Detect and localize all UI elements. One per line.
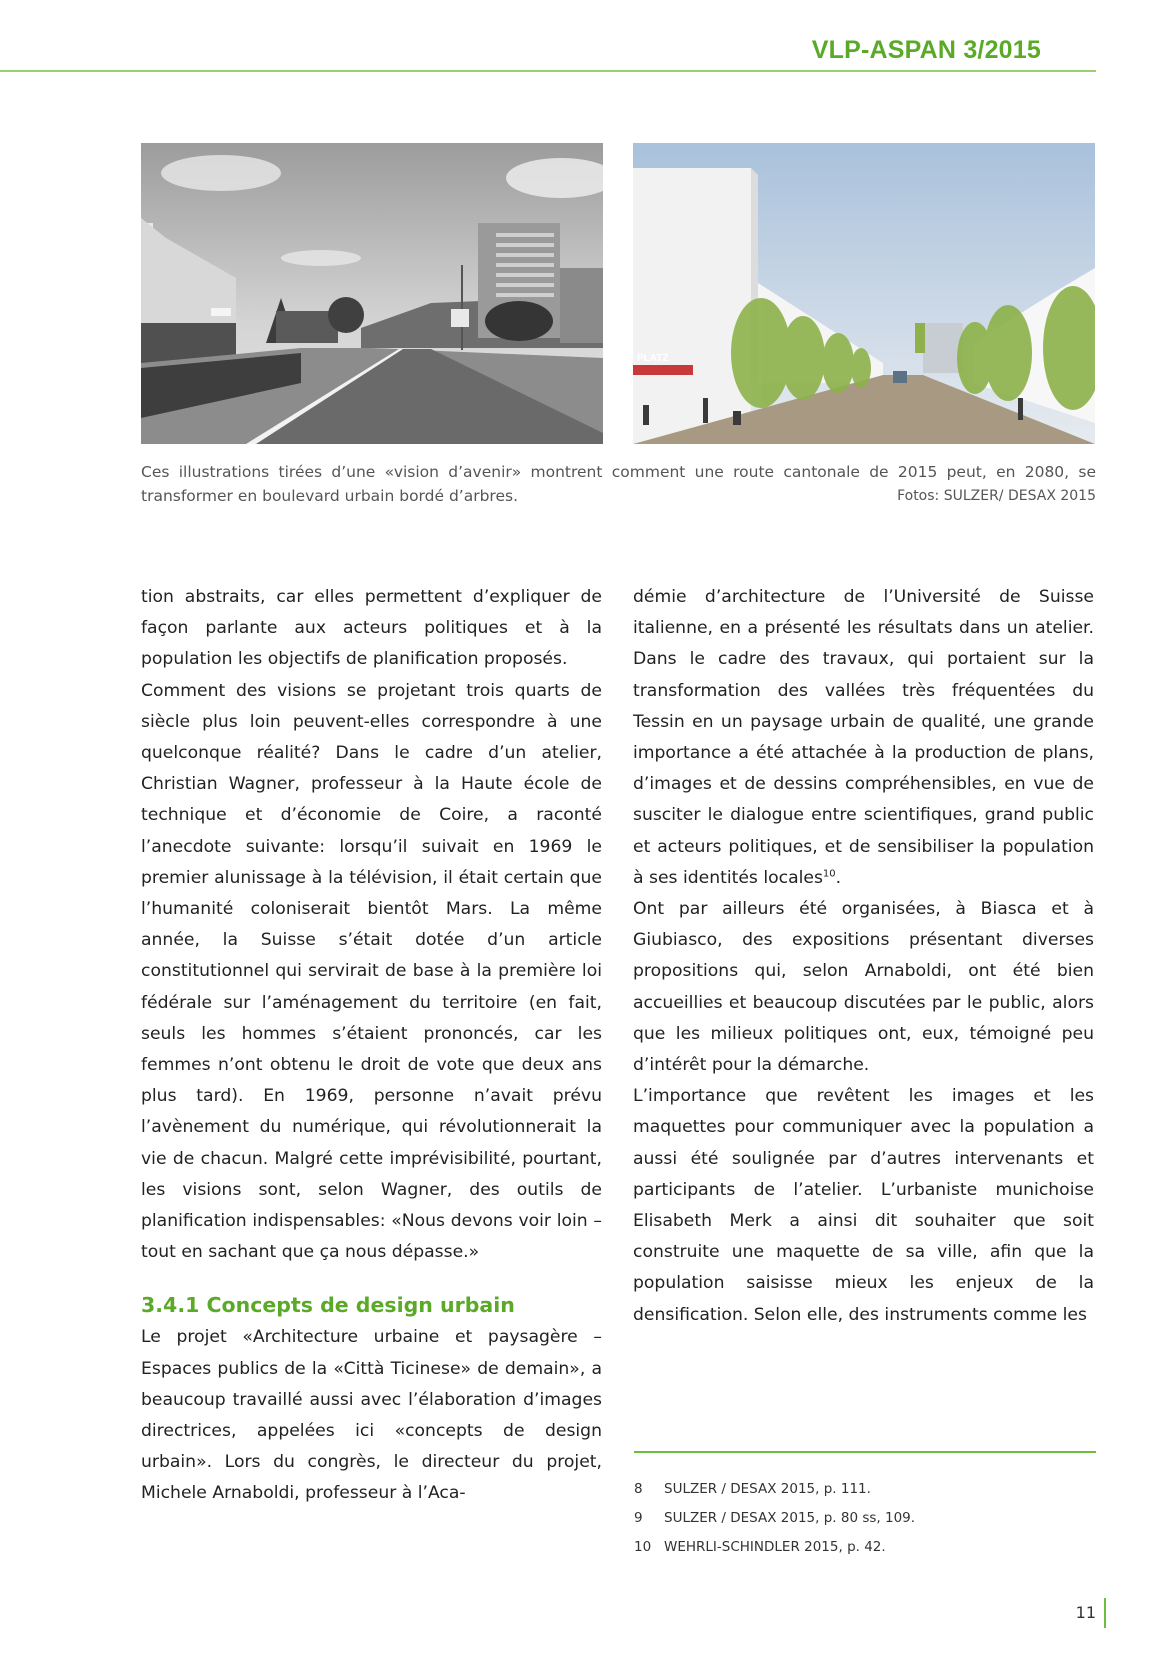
footnote-text: SULZER / DESAX 2015, p. 111. <box>664 1481 871 1497</box>
paragraph-text: démie d’architecture de l’Université de Suisse italienne, en a présenté les résultats dans un atelier. Dans le cadre des travaux, qui portaient sur la transformation des vallées très fréquentées du Tessin en un paysage urbain de qualité, une grande importance a été attachée à la production de plans, d’images et de dessins compréhensibles, en vue de susciter le dialogue entre scientifiques, grand public et acteurs politiques, et de sensibiliser la population à ses identités locales <box>633 587 1094 888</box>
storefront-sign: PLATZ <box>637 353 669 364</box>
text-column-left <box>141 582 602 1510</box>
footnote-item <box>634 1533 1094 1562</box>
figure-caption <box>141 460 1096 508</box>
footnote-text: SULZER / DESAX 2015, p. 80 ss, 109. <box>664 1510 916 1526</box>
footnote-number: 8 <box>634 1481 643 1497</box>
footnote-item <box>634 1504 1094 1533</box>
road-photo-illustration <box>141 143 603 444</box>
section-heading: 3.4.1 Concepts de design urbain <box>141 1293 515 1318</box>
footnote-divider <box>634 1451 1096 1453</box>
paragraph: L’importance que revêtent les images et les maquettes pour communiquer avec la population a aussi été soulignée par d’autres intervenants et participants de l’atelier. L’urbaniste munichoise Elisabeth Merk a ainsi dit souhaiter que soit construite une maquette de sa ville, afin que la population saisisse mieux les enjeux de la densification. Selon elle, des instruments comme les <box>633 1086 1094 1325</box>
header-divider <box>0 70 1096 72</box>
footnote-number: 10 <box>634 1539 652 1555</box>
paragraph <box>633 582 1094 894</box>
page-number: 11 <box>1076 1598 1106 1628</box>
paragraph: Comment des visions se projetant trois quarts de siècle plus loin peuvent-elles correspondre à une quelconque réalité? Dans le cadre d’un atelier, Christian Wagner, professeur à la Haute école de technique et d’économie de Coire, a raconté l’anecdote suivante: lorsqu’il suivait en 1969 le premier alunissage à la télévision, il était certain que l’humanité coloniserait bientôt Mars. La même année, la Suisse s’était dotée d’un article constitutionnel qui servirait de base à la première loi fédérale sur l’aménagement du territoire (en fait, seuls les hommes s’étaient prononcés, car les femmes n’ont obtenu le droit de vote que deux ans plus tard). En 1969, personne n’avait prévu l’avènement du numérique, qui révolutionnerait la vie de chacun. Malgré cette imprévisibilité, pourtant, les visions sont, selon Wagner, des outils de planification indispensables: «Nous devons voir loin – tout en sachant que ça nous dépasse.» <box>141 680 602 1263</box>
paragraph: Ont par ailleurs été organisées, à Biasca et à Giubiasco, des expositions présentant diverses propositions qui, selon Arnaboldi, ont été bien accueillies et beaucoup discutées par le public, alors que les milieux politiques ont, eux, témoigné peu d’intérêt pour la démarche. <box>633 899 1094 1076</box>
journal-header-title: VLP-ASPAN 3/2015 <box>811 36 1041 64</box>
footnote-reference[interactable]: 10 <box>822 868 836 880</box>
footnote-item <box>634 1475 1094 1504</box>
paragraph: tion abstraits, car elles permettent d’expliquer de façon parlante aux acteurs politiques et à la population les objectifs de planification proposés. <box>141 587 602 670</box>
footnotes <box>634 1475 1094 1562</box>
photo-cantonal-road-2015 <box>141 143 603 444</box>
paragraph-end: . <box>835 867 842 888</box>
rendering-urban-boulevard-2080 <box>633 143 1095 444</box>
footnote-number: 9 <box>634 1510 643 1526</box>
caption-text: Ces illustrations tirées d’une «vision d’avenir» montrent comment une route cantonale de 2015 peut, en 2080, se transformer en boulevard urbain bordé d’arbres. <box>141 463 1096 505</box>
boulevard-rendering-illustration <box>633 143 1095 444</box>
photo-credit: Fotos: SULZER/ DESAX 2015 <box>897 488 1096 504</box>
footnote-text: WEHRLI-SCHINDLER 2015, p. 42. <box>664 1539 886 1555</box>
text-column-right <box>633 582 1094 1331</box>
paragraph: Le projet «Architecture urbaine et paysagère – Espaces publics de la «Città Ticinese» de demain», a beaucoup travaillé aussi avec l’élaboration d’images directrices, appelées ici «concepts de design urbain». Lors du congrès, le directeur du projet, Michele Arnaboldi, professeur à l’Aca- <box>141 1327 602 1504</box>
